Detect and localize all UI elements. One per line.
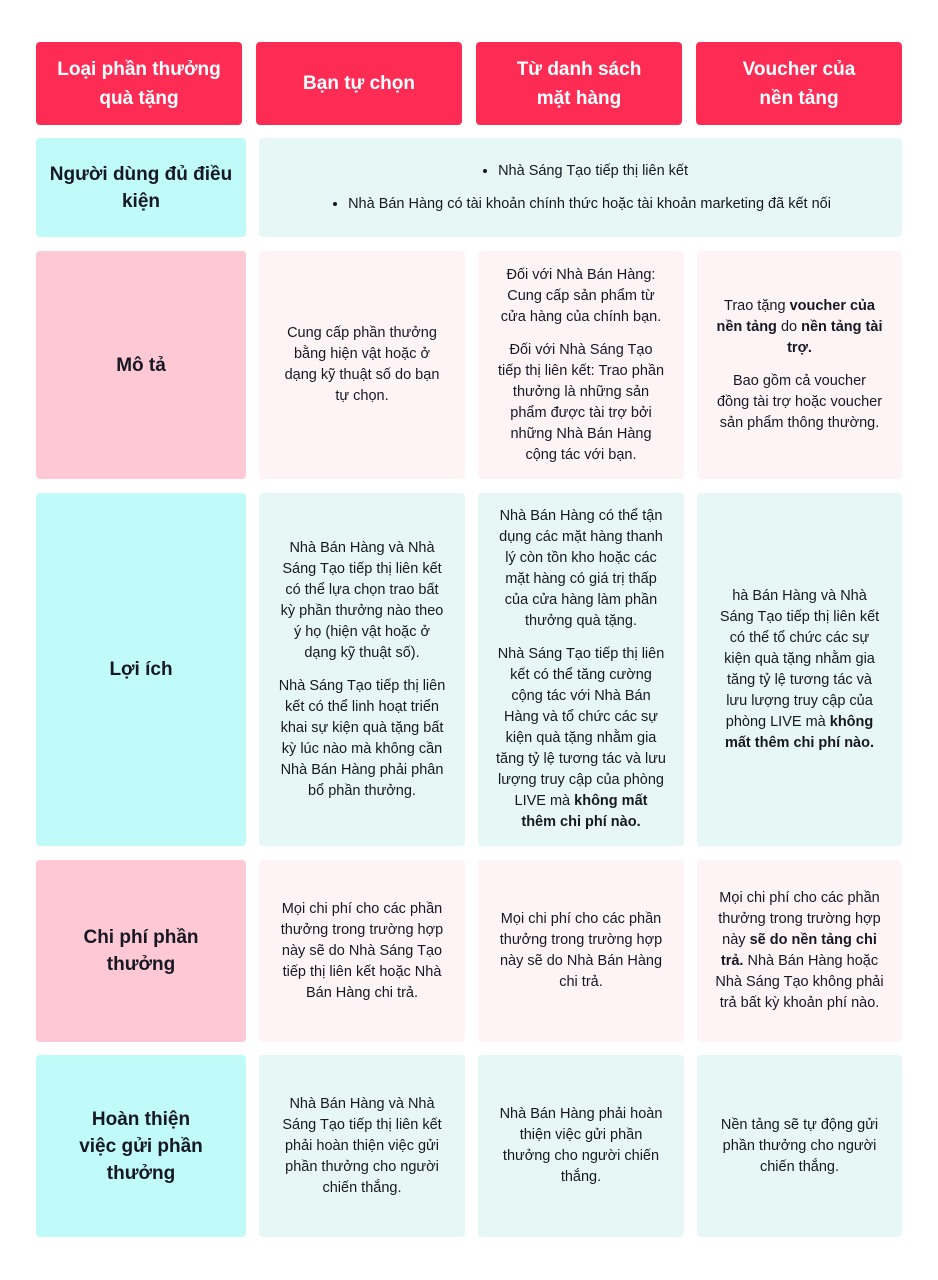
benefits-platform-voucher-text: hà Bán Hàng và Nhà Sáng Tạo tiếp thị liên kết có thể tổ chức các sự kiện quà tặng nhằm gia tăng tỷ lệ tương tác và lưu lượng truy cập của phòng LIVE mà không mất thêm chi phí nào. bbox=[719, 587, 880, 751]
benefits-self-chosen-p1: Nhà Bán Hàng và Nhà Sáng Tạo tiếp thị liên kết có thể lựa chọn trao bất kỳ phần thưởng nào theo ý họ (hiện vật hoặc ở dạng kỹ thuật số). bbox=[280, 539, 444, 661]
reward-cost-platform-voucher-text: Mọi chi phí cho các phần thưởng trong trường hợp này sẽ do nền tảng chi trả. Nhà Bán Hàng hoặc Nhà Sáng Tạo không phải trả bất kỳ khoản phí nào. bbox=[715, 890, 884, 1011]
eligible-user-item: • Nhà Bán Hàng có tài khoản chính thức hoặc tài khoản marketing đã kết nối bbox=[348, 194, 831, 215]
description-platform-voucher-p1: Trao tặng voucher của nền tảng do nền tảng tài trợ. bbox=[716, 298, 883, 356]
description-self-chosen-text: Cung cấp phần thưởng bằng hiện vật hoặc ở dạng kỹ thuật số do bạn tự chọn. bbox=[284, 325, 440, 404]
reward-cost-label bbox=[36, 860, 246, 1042]
description-label bbox=[36, 251, 246, 479]
header-platform-voucher-text: Voucher của nền tảng bbox=[742, 58, 856, 109]
reward-cost-item-list bbox=[478, 860, 684, 1042]
header-reward-type bbox=[36, 42, 242, 125]
reward-cost-self-chosen bbox=[259, 860, 465, 1042]
header-from-item-list bbox=[476, 42, 682, 125]
reward-cost-label-text: Chi phí phần thưởng bbox=[83, 927, 199, 975]
benefits-item-list-p2: Nhà Sáng Tạo tiếp thị liên kết có thể tăng cường cộng tác với Nhà Bán Hàng và tổ chức các sự kiện quà tặng nhằm gia tăng tỷ lệ tương tác và lưu lượng truy cập của phòng LIVE mà không mất thêm chi phí nào. bbox=[496, 646, 666, 830]
reward-delivery-item-list-text: Nhà Bán Hàng phải hoàn thiện việc gửi phần thưởng cho người chiến thắng. bbox=[499, 1106, 663, 1185]
benefits-self-chosen bbox=[259, 493, 465, 846]
header-self-chosen-text: Bạn tự chọn bbox=[303, 73, 415, 94]
reward-delivery-platform-voucher bbox=[697, 1055, 902, 1237]
benefits-label bbox=[36, 493, 246, 846]
reward-delivery-item-list bbox=[478, 1055, 684, 1237]
description-self-chosen bbox=[259, 251, 465, 479]
reward-cost-self-chosen-text: Mọi chi phí cho các phần thưởng trong trường hợp này sẽ do Nhà Sáng Tạo tiếp thị liên kết hoặc Nhà Bán Hàng chi trả. bbox=[280, 900, 444, 1001]
description-label-text: Mô tả bbox=[116, 354, 166, 376]
benefits-self-chosen-p2: Nhà Sáng Tạo tiếp thị liên kết có thể linh hoạt triển khai sự kiện quà tặng bất kỳ lúc nào mà không cần Nhà Bán Hàng phải phân bổ phần thưởng. bbox=[278, 677, 446, 799]
description-platform-voucher bbox=[697, 251, 902, 479]
header-from-item-list-text: Từ danh sách mặt hàng bbox=[516, 58, 642, 109]
reward-cost-platform-voucher bbox=[697, 860, 902, 1042]
eligible-users-label-text: Người dùng đủ điều kiện bbox=[49, 163, 233, 212]
benefits-label-text: Lợi ích bbox=[109, 659, 173, 680]
benefits-platform-voucher bbox=[697, 493, 902, 846]
eligible-users-cell bbox=[259, 138, 902, 237]
reward-delivery-self-chosen bbox=[259, 1055, 465, 1237]
description-item-list-seller: Đối với Nhà Bán Hàng: Cung cấp sản phẩm từ cửa hàng của chính bạn. bbox=[500, 266, 662, 325]
eligible-user-item: • Nhà Sáng Tạo tiếp thị liên kết bbox=[498, 161, 831, 182]
eligible-users-label bbox=[36, 138, 246, 237]
benefits-item-list-p1: Nhà Bán Hàng có thể tận dụng các mặt hàng thanh lý còn tồn kho hoặc các mặt hàng có giá trị thấp của cửa hàng làm phần thưởng quà tặng. bbox=[499, 508, 663, 629]
description-item-list bbox=[478, 251, 684, 479]
reward-delivery-self-chosen-text: Nhà Bán Hàng và Nhà Sáng Tạo tiếp thị liên kết phải hoàn thiện việc gửi phần thưởng cho người chiến thắng. bbox=[282, 1095, 442, 1196]
reward-delivery-label bbox=[36, 1055, 246, 1237]
description-platform-voucher-p2: Bao gồm cả voucher đồng tài trợ hoặc voucher sản phẩm thông thường. bbox=[716, 373, 883, 431]
reward-delivery-label-text: Hoàn thiện việc gửi phần thưởng bbox=[79, 1108, 203, 1184]
eligible-users-list bbox=[330, 161, 831, 215]
header-self-chosen bbox=[256, 42, 462, 125]
description-item-list-creator: Đối với Nhà Sáng Tạo tiếp thị liên kết: Trao phần thưởng là những sản phẩm được tài trợ bởi những Nhà Bán Hàng cộng tác với bạn. bbox=[497, 341, 665, 463]
header-reward-type-text: Loại phần thưởng quà tặng bbox=[57, 58, 221, 109]
header-platform-voucher bbox=[696, 42, 902, 125]
benefits-item-list bbox=[478, 493, 684, 846]
reward-cost-item-list-text: Mọi chi phí cho các phần thưởng trong trường hợp này sẽ do Nhà Bán Hàng chi trả. bbox=[499, 911, 663, 990]
reward-delivery-platform-voucher-text: Nền tảng sẽ tự động gửi phần thưởng cho người chiến thắng. bbox=[720, 1116, 879, 1175]
